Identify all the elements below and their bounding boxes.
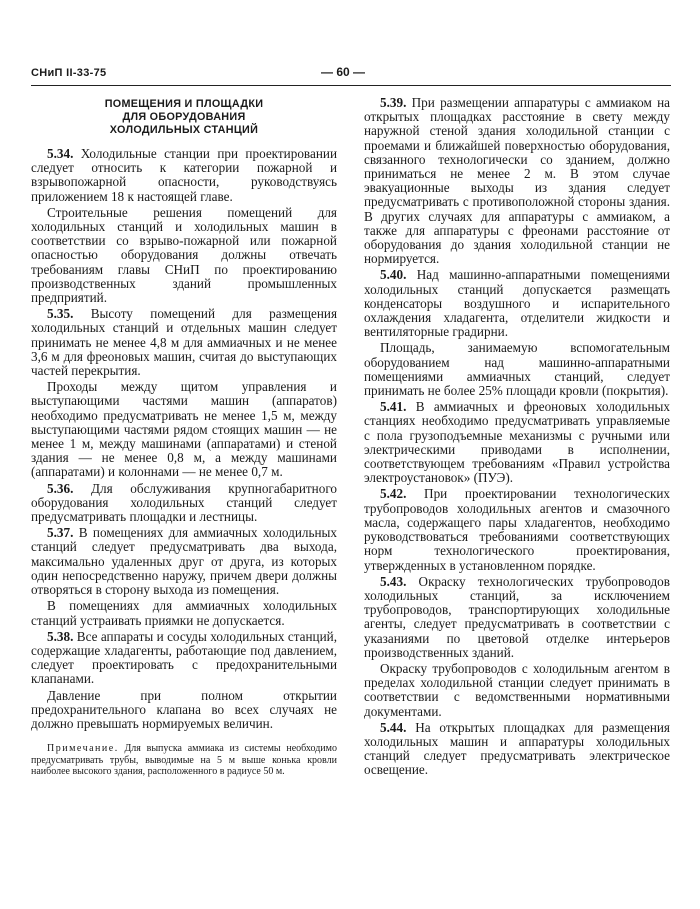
paragraph: Окраску трубопроводов с холодильным агентом в пределах холодильной станции следует принимать в соответствии с ведомственными нормативными документами. [364,660,670,719]
clause-5-44 [364,721,670,778]
clause-5-40 [364,268,670,339]
note-text: Для выпуска аммиака из системы необходимо предусматривать трубы, выводимые на 5 м выше конька кровли наиболее высокого здания, расположенного в радиусе 50 м. [31,743,337,778]
section-title-line: ХОЛОДИЛЬНЫХ СТАНЦИЙ [109,124,259,136]
page-header [31,63,671,85]
clause-5-42 [364,487,670,572]
clause-text: Для обслуживания крупногабаритного оборудования холодильных станций следует предусматривать площадки и лестницы. [31,480,337,525]
section-title [31,98,337,137]
paragraph: Проходы между щитом управления и выступающими частями машин (аппаратов) необходимо предусматривать не менее 1,5 м, между выступающими частями рядом стоящих машин — не менее 1 м, между машинами (аппаратами) и стеной здания — не менее 0,8 м, а между машинами (аппаратами) и колоннами — не менее 0,7 м. [31,379,337,480]
clause-number: 5.43. [380,573,407,589]
clause-number: 5.36. [47,480,74,496]
clause-text: Окраску технологических трубопроводов холодильных станций, за исключением трубопроводов, транспортирующих холодильные агенты, следует предусматривать в соответствии с указаниями по цветовой отделке интерьеров производственных зданий. [364,573,670,660]
paragraph: Площадь, занимаемую вспомогательным оборудованием над машинно-аппаратными помещениями аммиачных станций, следует принимать не более 25% площади кровли (покрытия). [364,340,670,399]
clause-text: При проектировании технологических трубопроводов холодильных агентов и смазочного масла, содержащего пары хладагентов, необходимо руководствоваться требованиями соответствующих норм технологического проектирования, утвержденных в установленном порядке. [364,486,671,573]
clause-5-37 [31,526,337,597]
clause-5-34 [31,147,337,204]
clause-5-35 [31,307,337,378]
paragraph: Давление при полном открытии предохранительного клапана во всех случаях не должно превышать нормируемых величин. [31,687,337,731]
page-number: — 60 — [321,65,366,79]
document-code: СНиП II-33-75 [31,67,107,79]
clause-5-43 [364,575,670,660]
note [31,743,337,778]
paragraph: В помещениях для аммиачных холодильных станций устраивать приямки не допускается. [31,598,337,628]
clause-text: Высоту помещений для размещения холодильных станций и отдельных машин следует принимать не менее 4,8 м для аммиачных и не менее 3,6 м для фреоновых машин, считая до выступающих частей перекрытия. [31,306,338,379]
clause-text: При размещении аппаратуры с аммиаком на открытых площадках расстояние в свету между наружной стеной здания холодильной станции с проемами и ближайшей поверхностью оборудования, связанного технологически со зданием, должно приниматься не менее 2 м. В этом случае эвакуационные выходы из здания следует предусматривать с противоположной стороны здания. В других случаях для аппаратуры с аммиаком, а также для аппаратуры с фреонами расстояние от оборудования до здания холодильной станции не нормируется. [364,95,670,267]
clause-text: Все аппараты и сосуды холодильных станций, содержащие хладагенты, работающие под давлением, следует проектировать с предохранительными клапанами. [31,628,337,687]
clause-number: 5.40. [380,267,407,283]
clause-5-41 [364,400,670,485]
note-label: Примечание. [47,743,119,755]
paragraph: Строительные решения помещений для холодильных станций и холодильных машин в соответствии со взрыво-пожарной или пожарной опасностью оборудования должны отвечать требованиям главы СНиП по проектированию производственных зданий промышленных предприятий. [31,204,337,306]
clause-number: 5.42. [380,486,407,502]
clause-5-39 [364,96,670,266]
clause-number: 5.38. [47,628,74,644]
clause-number: 5.34. [47,146,74,161]
clause-number: 5.39. [380,95,407,110]
clause-text: В помещениях для аммиачных холодильных станций следует предусматривать два выхода, максимально удаленных друг от друга, из которых один непосредственно наружу, причем двери должны отворяться в сторону выхода из помещения. [31,525,338,598]
clause-text: Над машинно-аппаратными помещениями холодильных станций допускается размещать конденсаторы воздушного и испарительного охлаждения хладагента, отделители жидкости и вентиляторные градирни. [364,267,670,340]
clause-5-38 [31,630,337,687]
section-title-line: ПОМЕЩЕНИЯ И ПЛОЩАДКИ [104,98,264,110]
clause-number: 5.41. [380,399,407,415]
left-column [31,96,337,780]
clause-number: 5.44. [380,719,407,735]
clause-text: На открытых площадках для размещения холодильных машин и аппаратуры холодильных станций следует предусматривать электрическое освещение. [364,719,670,778]
clause-number: 5.37. [47,525,74,541]
clause-5-36 [31,482,337,525]
clause-number: 5.35. [47,306,74,322]
clause-text: В аммиачных и фреоновых холодильных станциях необходимо предусматривать управляемые с пола грузоподъемные механизмы с ручными или электрическими приводами в исполнении, соответствующем требованиям «Правил устройства электроустановок» (ПУЭ). [364,399,670,486]
section-title-line: ДЛЯ ОБОРУДОВАНИЯ [122,111,246,123]
clause-text: Холодильные станции при проектировании следует относить к категории пожарной и взрывопожарной опасности, руководствуясь приложением 18 к настоящей главе. [31,146,337,204]
right-column [364,96,670,780]
header-rule [31,85,671,86]
